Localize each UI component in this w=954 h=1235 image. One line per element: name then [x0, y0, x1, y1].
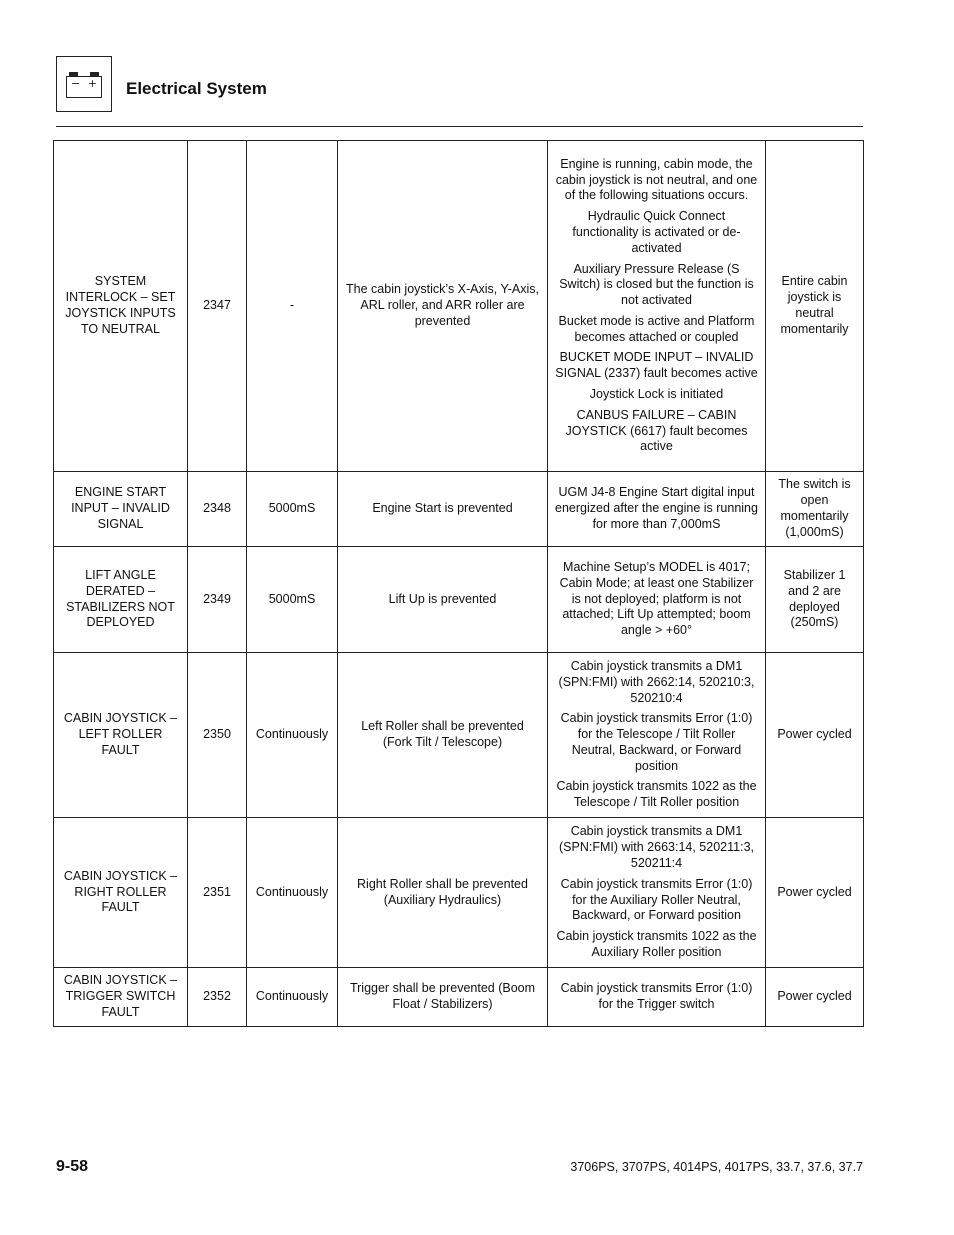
fault-clear-cell: Power cycled [766, 968, 864, 1027]
fault-row [54, 472, 864, 547]
battery-icon: − + [66, 76, 102, 98]
condition-item: Cabin joystick transmits Error (1:0) for the Trigger switch [560, 981, 753, 1011]
page-number: 9-58 [56, 1158, 89, 1175]
fault-name-cell: CABIN JOYSTICK – RIGHT ROLLER FAULT [54, 818, 188, 968]
fault-condition-cell [548, 141, 766, 472]
fault-action-cell: Lift Up is prevented [338, 547, 548, 653]
fault-row [54, 818, 864, 968]
fault-code-cell: 2352 [188, 968, 247, 1027]
condition-item: Cabin joystick transmits 1022 as the Auxiliary Roller position [556, 929, 757, 959]
condition-item: CANBUS FAILURE – CABIN JOYSTICK (6617) fault becomes active [565, 407, 748, 454]
condition-item: Hydraulic Quick Connect functionality is activated or de-activated [572, 209, 741, 255]
condition-item: BUCKET MODE INPUT – INVALID SIGNAL (2337) fault becomes active [555, 350, 758, 381]
fault-action-cell: Left Roller shall be prevented (Fork Tilt / Telescope) [338, 653, 548, 818]
fault-condition-cell [548, 968, 766, 1027]
fault-condition-cell [548, 472, 766, 547]
fault-row [54, 653, 864, 818]
model-list: 3706PS, 3707PS, 4014PS, 4017PS, 33.7, 37.6, 37.7 [570, 1160, 863, 1174]
fault-condition-cell [548, 818, 766, 968]
condition-item: Cabin joystick transmits 1022 as the Telescope / Tilt Roller position [556, 779, 757, 810]
condition-item: Cabin joystick transmits a DM1 (SPN:FMI) with 2663:14, 520211:3, 520211:4 [558, 824, 754, 870]
fault-delay-cell: - [247, 141, 338, 472]
condition-item: Cabin joystick transmits a DM1 (SPN:FMI) with 2662:14, 520210:3, 520210:4 [558, 658, 755, 705]
fault-clear-cell: Entire cabin joystick is neutral momentarily [766, 141, 864, 472]
fault-condition-cell [548, 547, 766, 653]
fault-code-cell: 2351 [188, 818, 247, 968]
fault-row [54, 141, 864, 472]
fault-clear-cell: Power cycled [766, 818, 864, 968]
condition-item: Auxiliary Pressure Release (S Switch) is closed but the function is not activated [559, 261, 754, 308]
fault-action-cell: Trigger shall be prevented (Boom Float / Stabilizers) [338, 968, 548, 1027]
fault-delay-cell: Continuously [247, 818, 338, 968]
fault-delay-cell: Continuously [247, 968, 338, 1027]
fault-clear-cell: Stabilizer 1 and 2 are deployed (250mS) [766, 547, 864, 653]
fault-clear-cell: The switch is open momentarily (1,000mS) [766, 472, 864, 547]
fault-row [54, 968, 864, 1027]
fault-row [54, 547, 864, 653]
section-title: Electrical System [126, 79, 267, 98]
fault-code-cell: 2348 [188, 472, 247, 547]
fault-action-cell: Engine Start is prevented [338, 472, 548, 547]
fault-table [53, 140, 864, 1027]
condition-item: Cabin joystick transmits Error (1:0) for the Telescope / Tilt Roller Neutral, Backward, or Forward position [560, 711, 753, 773]
condition-item: Cabin joystick transmits Error (1:0) for the Auxiliary Roller Neutral, Backward, or Forward position [560, 876, 753, 923]
condition-item: Bucket mode is active and Platform becomes attached or coupled [558, 313, 755, 344]
fault-condition-cell [548, 653, 766, 818]
fault-code-cell: 2347 [188, 141, 247, 472]
section-icon-frame [56, 56, 112, 112]
fault-action-cell: The cabin joystick’s X-Axis, Y-Axis, ARL roller, and ARR roller are prevented [338, 141, 548, 472]
fault-action-cell: Right Roller shall be prevented (Auxiliary Hydraulics) [338, 818, 548, 968]
fault-delay-cell: 5000mS [247, 547, 338, 653]
condition-item: UGM J4-8 Engine Start digital input energized after the engine is running for more than 7,000mS [555, 485, 758, 531]
header-divider [56, 126, 863, 127]
fault-delay-cell: Continuously [247, 653, 338, 818]
fault-code-cell: 2350 [188, 653, 247, 818]
fault-code-cell: 2349 [188, 547, 247, 653]
condition-item: Joystick Lock is initiated [589, 387, 724, 402]
fault-name-cell: LIFT ANGLE DERATED – STABILIZERS NOT DEPLOYED [54, 547, 188, 653]
fault-clear-cell: Power cycled [766, 653, 864, 818]
fault-name-cell: CABIN JOYSTICK – TRIGGER SWITCH FAULT [54, 968, 188, 1027]
fault-name-cell: SYSTEM INTERLOCK – SET JOYSTICK INPUTS TO NEUTRAL [54, 141, 188, 472]
fault-name-cell: ENGINE START INPUT – INVALID SIGNAL [54, 472, 188, 547]
fault-delay-cell: 5000mS [247, 472, 338, 547]
condition-item: Machine Setup’s MODEL is 4017; Cabin Mode; at least one Stabilizer is not deployed; platform is not attached; Lift Up attempted; boom angle > +60° [559, 560, 754, 638]
condition-item: Engine is running, cabin mode, the cabin joystick is not neutral, and one of the following situations occurs. [555, 156, 758, 203]
fault-name-cell: CABIN JOYSTICK – LEFT ROLLER FAULT [54, 653, 188, 818]
